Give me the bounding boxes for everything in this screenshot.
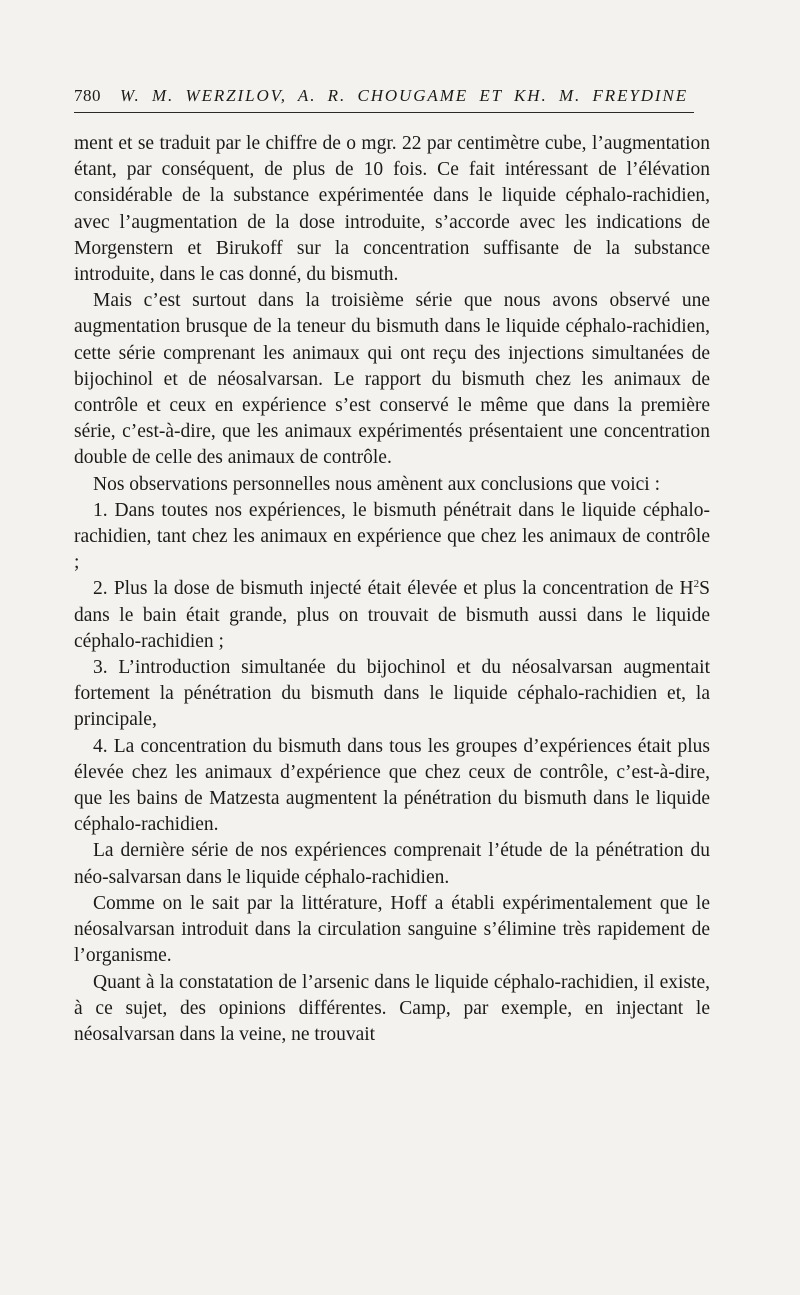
page-number: 780	[74, 86, 101, 105]
running-head: W. M. WERZILOV, A. R. CHOUGAME ET KH. M. FREYDINE	[120, 86, 688, 105]
paragraph-arsenic: Quant à la constatation de l’arsenic dans le liquide céphalo-rachidien, il existe, à ce sujet, des opinions différentes. Camp, par exemple, en injectant le néosalvarsan dans la veine, ne trouvait	[74, 971, 710, 1045]
page-header	[74, 84, 694, 113]
paragraph-continuation: ment et se traduit par le chiffre de o mgr. 22 par centimètre cube, l’augmentation étant, par conséquent, de plus de 10 fois. Ce fait intéressant de l’élévation considérable de la substance expérimentée dans le liquide céphalo-rachidien, avec l’augmentation de la dose introduite, s’accorde avec les indications de Morgenstern et Birukoff sur la concentration suffisante de la substance introduite, dans le cas donné, du bismuth.	[74, 133, 710, 286]
paragraph-conclusions-intro: Nos observations personnelles nous amènent aux conclusions que voici :	[93, 473, 661, 495]
conclusion-item-3: 3. L’introduction simultanée du bijochinol et du néosalvarsan augmentait fortement la pénétration du bismuth dans le liquide céphalo-rachidien et, la principale,	[74, 657, 710, 731]
conclusion-item-2-text-after: S dans le bain était grande, plus on trouvait de bismuth aussi dans le liquide céphalo-rachidien ;	[74, 578, 710, 652]
conclusion-item-2-text-before: 2. Plus la dose de bismuth injecté était élevée et plus la concentration de H	[93, 578, 694, 600]
subscript-two: 2	[693, 578, 700, 591]
paragraph-last-series: La dernière série de nos expériences comprenait l’étude de la pénétration du néo-salvarsan dans le liquide céphalo-rachidien.	[74, 840, 710, 888]
body-text	[74, 131, 710, 1048]
conclusion-item-2	[74, 576, 710, 655]
paragraph-hoff: Comme on le sait par la littérature, Hoff a établi expérimentalement que le néosalvarsan introduit dans la circulation sanguine s’élimine très rapidement de l’organisme.	[74, 892, 710, 967]
conclusion-item-4: 4. La concentration du bismuth dans tous les groupes d’expériences était plus élevée chez les animaux d’expérience que chez ceux de contrôle, c’est-à-dire, que les bains de Matzesta augmentent la pénétration du bismuth dans le liquide céphalo-rachidien.	[74, 735, 710, 836]
paragraph-third-series: Mais c’est surtout dans la troisième série que nous avons observé une augmentation brusque de la teneur du bismuth dans le liquide céphalo-rachidien, cette série comprenant les animaux qui ont reçu des injections simultanées de bijochinol et de néosalvarsan. Le rapport du bismuth chez les animaux de contrôle et ceux en expérience s’est conservé le même que dans la première série, c’est-à-dire, que les animaux expérimentés présentaient une concentration double de celle des animaux de contrôle.	[74, 290, 710, 469]
conclusion-item-1: 1. Dans toutes nos expériences, le bismuth pénétrait dans le liquide céphalo-rachidien, tant chez les animaux en expérience que chez les animaux de contrôle ;	[74, 499, 710, 574]
